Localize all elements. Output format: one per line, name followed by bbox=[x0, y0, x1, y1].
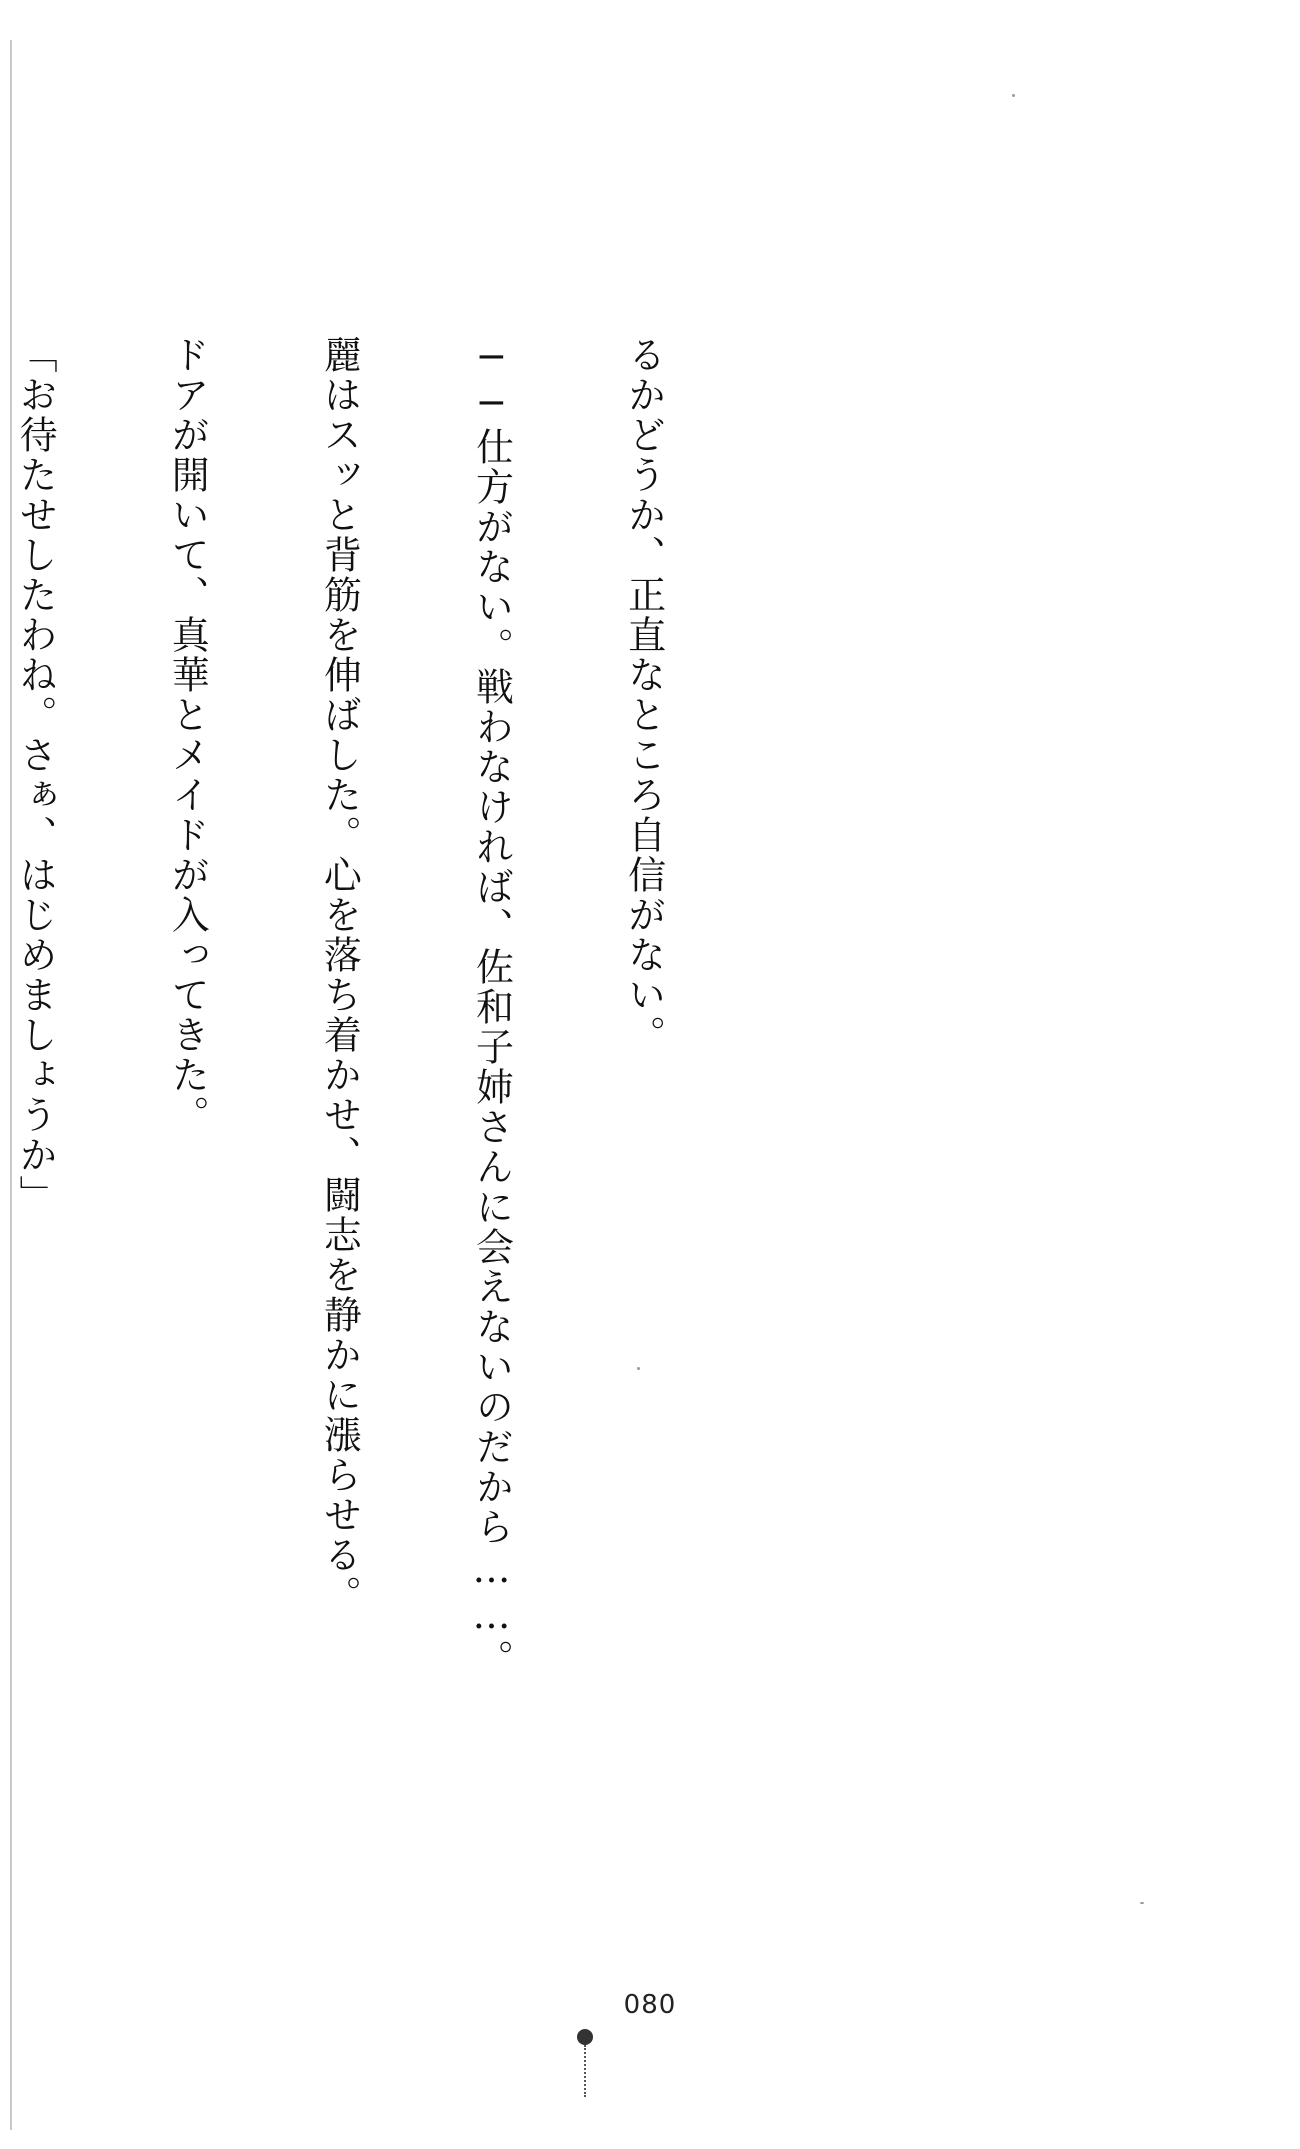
text-line: 麗はスッと背筋を伸ばした。心を落ち着かせ、闘志を静かに漲らせる。 bbox=[317, 335, 362, 1615]
text-line: ──仕方がない。戦わなければ、佐和子姉さんに会えないのだから……。 bbox=[469, 335, 514, 1679]
vertical-text-body bbox=[0, 335, 770, 1775]
text-line: ドアが開いて、真華とメイドが入ってきた。 bbox=[165, 335, 210, 1135]
scan-speck bbox=[1140, 1902, 1144, 1904]
page-marker-stem bbox=[584, 2045, 586, 2097]
page-marker-dot-icon bbox=[577, 2029, 593, 2045]
text-line: 「お待たせしたわね。さぁ、はじめましょうか」 bbox=[13, 335, 58, 1215]
scan-speck bbox=[1012, 94, 1015, 97]
scan-speck bbox=[637, 1367, 640, 1370]
text-line: るかどうか、正直なところ自信がない。 bbox=[621, 335, 666, 1055]
page-number: 080 bbox=[623, 1990, 677, 2020]
